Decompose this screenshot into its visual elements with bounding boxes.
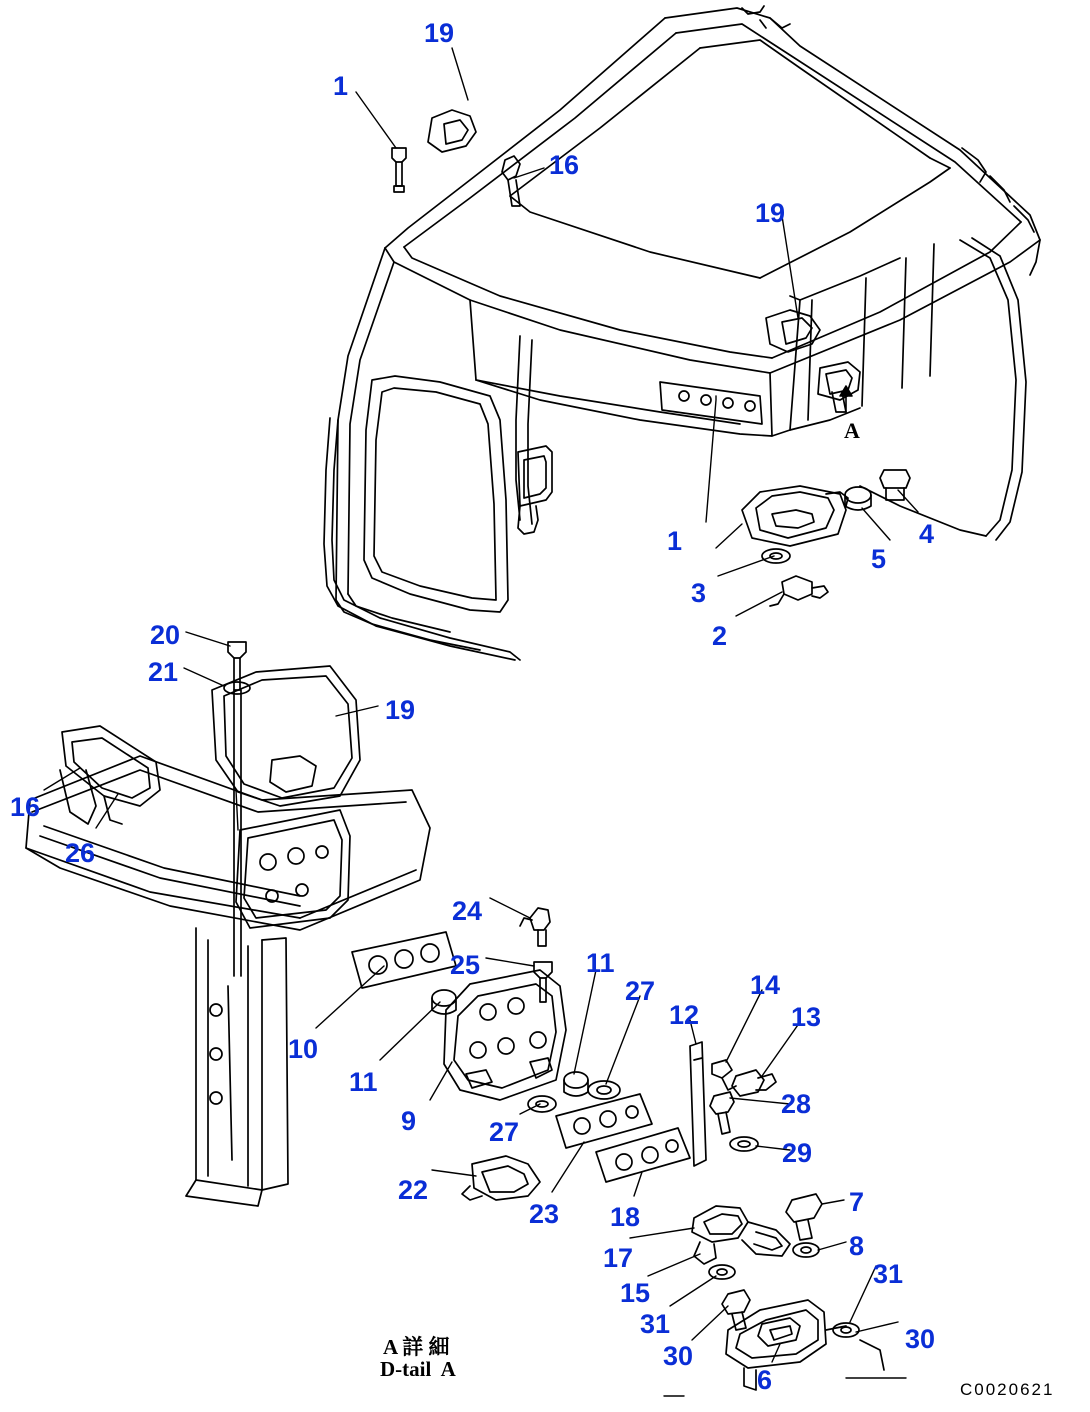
callout-11-upper: 11 xyxy=(586,948,615,978)
callout-30-right: 30 xyxy=(905,1324,936,1354)
callout-1: 1 xyxy=(333,71,349,101)
callout-4: 4 xyxy=(919,519,935,549)
callout-7: 7 xyxy=(849,1187,865,1217)
callout-12: 12 xyxy=(669,1000,700,1030)
callout-28: 28 xyxy=(781,1089,812,1119)
callout-19-right: 19 xyxy=(755,198,786,228)
callout-26: 26 xyxy=(65,838,96,868)
callout-1-hinge: 1 xyxy=(667,526,683,556)
callout-29: 29 xyxy=(782,1138,813,1168)
callout-24: 24 xyxy=(452,896,483,926)
callout-21: 21 xyxy=(148,657,179,687)
callout-23: 23 xyxy=(529,1199,560,1229)
callout-6: 6 xyxy=(757,1365,773,1395)
callout-11-lower: 11 xyxy=(349,1067,378,1097)
detail-label-en: D-tail A xyxy=(380,1357,456,1381)
cab-roof-assembly xyxy=(324,6,1040,660)
callout-31-left: 31 xyxy=(640,1309,671,1339)
callout-27-lower: 27 xyxy=(489,1117,520,1147)
callout-27-upper: 27 xyxy=(625,976,656,1006)
callout-10: 10 xyxy=(288,1034,319,1064)
callout-14: 14 xyxy=(750,970,781,1000)
drawing-code: C0020621 xyxy=(960,1380,1055,1399)
detail-label-jp: A 詳 細 xyxy=(383,1335,450,1359)
callout-25: 25 xyxy=(450,950,481,980)
callout-17: 17 xyxy=(603,1243,634,1273)
callout-2: 2 xyxy=(712,621,728,651)
callout-19: 19 xyxy=(424,18,455,48)
callout-20: 20 xyxy=(150,620,181,650)
callout-5: 5 xyxy=(871,544,887,574)
callout-8: 8 xyxy=(849,1231,865,1261)
callout-3: 3 xyxy=(691,578,707,608)
pillar-guard-assembly xyxy=(26,642,430,1206)
callout-31-right: 31 xyxy=(873,1259,904,1289)
callout-19-cover: 19 xyxy=(385,695,416,725)
callout-13: 13 xyxy=(791,1002,822,1032)
callout-16: 16 xyxy=(549,150,580,180)
callout-9: 9 xyxy=(401,1106,417,1136)
callout-16-left: 16 xyxy=(10,792,41,822)
callout-15: 15 xyxy=(620,1278,651,1308)
callout-22: 22 xyxy=(398,1175,429,1205)
section-letter-a: A xyxy=(844,418,860,443)
callout-18: 18 xyxy=(610,1202,641,1232)
callout-30-left: 30 xyxy=(663,1341,694,1371)
